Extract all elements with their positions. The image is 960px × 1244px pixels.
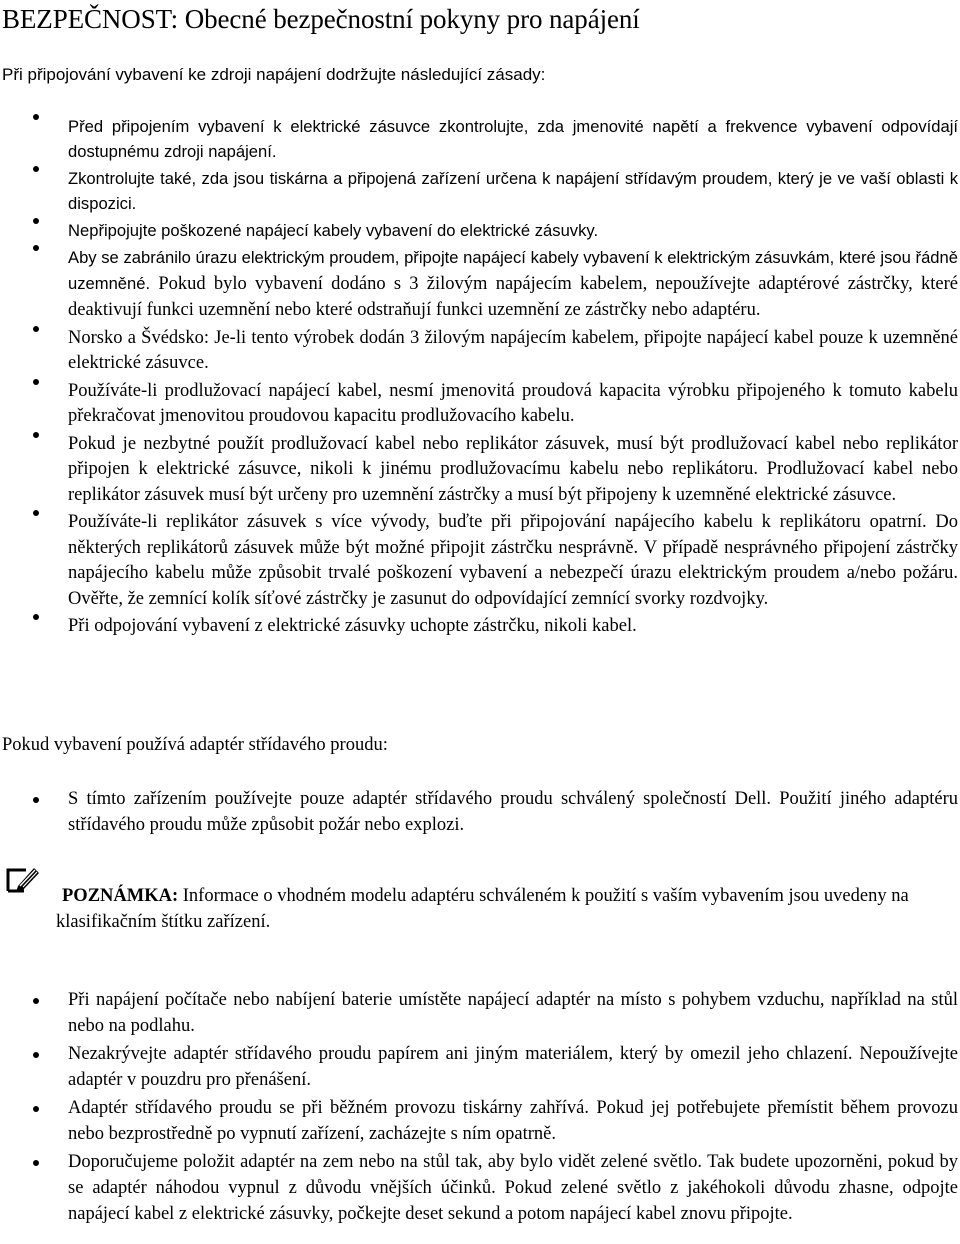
list-item-text: Při napájení počítače nebo nabíjení baterie umístěte napájecí adaptér na místo s pohybem vzduchu, například na stůl nebo na podlahu. [68, 990, 958, 1036]
list-item-text: Doporučujeme položit adaptér na zem nebo na stůl tak, aby bylo vidět zelené světlo. Tak budete upozorněni, pokud by se adaptér náhodou vypnul z důvodu vnějších účinků. Pokud zelené světlo z jakéhokoli důvodu zhasne, odpojte napájecí kabel z elektrické zásuvky, počkejte deset sekund a potom napájecí kabel znovu připojte. [68, 1152, 958, 1224]
ac-adapter-intro: Pokud vybavení používá adaptér střídavého proudu: [2, 735, 388, 755]
adapter-usage-list [0, 987, 960, 1227]
list-item [0, 614, 960, 640]
note-block [56, 883, 958, 935]
list-item-text: Norsko a Švédsko: Je-li tento výrobek dodán 3 žilovým napájecím kabelem, připojte napájecí kabel pouze k uzemněné elektrické zásuvce. [68, 327, 958, 373]
list-item-text: Zkontrolujte také, zda jsou tiskárna a připojená zařízení určena k napájení střídavým proudem, který je ve vaší oblasti k dispozici. [68, 169, 958, 213]
note-text: Informace o vhodném modelu adaptéru schváleném k použití s vaším vybavením jsou uvedeny na klasifikačním štítku zařízení. [56, 886, 909, 932]
list-item [0, 379, 960, 430]
list-item-text: Adaptér střídavého proudu se při běžném provozu tiskárny zahřívá. Pokud jej potřebujete přemístit během provozu nebo bezprostředně po vypnutí zařízení, zacházejte s ním opatrně. [68, 1098, 958, 1144]
list-item [0, 326, 960, 377]
note-label: POZNÁMKA: [62, 886, 179, 906]
list-item-text: Aby se zabránilo úrazu elektrickým proudem, připojte napájecí kabely vybavení k elektrickým zásuvkám, které jsou řádně uzemněné. [68, 248, 958, 293]
ac-adapter-list [0, 786, 960, 838]
list-item-text: Pokud bylo vybavení dodáno s 3 žilovým napájecím kabelem, nepoužívejte adaptérové zástrčky, které deaktivují funkci uzemnění nebo které odstraňují funkci uzemnění ze zástrčky nebo adaptéru. [68, 273, 958, 320]
list-item [0, 510, 960, 612]
list-item-text: Pokud je nezbytné použít prodlužovací kabel nebo replikátor zásuvek, musí být prodlužovací kabel nebo replikátor připojen k elektrické zásuvce, nikoli k jinému prodlužovacímu kabelu nebo replikátoru. Prodlužovací kabel nebo replikátor zásuvek musí být určeny pro uzemnění zástrčky a musí být připojeny k uzemněné elektrické zásuvce. [68, 433, 958, 505]
list-item [0, 114, 960, 164]
list-item [0, 218, 960, 243]
page-title: BEZPEČNOST: Obecné bezpečnostní pokyny pro napájení [2, 4, 640, 34]
list-item [0, 432, 960, 509]
list-item-text: S tímto zařízením používejte pouze adaptér střídavého proudu schválený společností Dell. Použití jiného adaptéru střídavého proudu může způsobit požár nebo explozi. [68, 789, 958, 835]
list-item [0, 1149, 960, 1227]
list-item [0, 245, 960, 324]
list-item [0, 1095, 960, 1147]
list-item [0, 786, 960, 838]
power-guidelines-list [0, 114, 960, 640]
list-item-text: Používáte-li prodlužovací napájecí kabel, nesmí jmenovitá proudová kapacita výrobku připojeného k tomuto kabelu překračovat jmenovitou proudovou kapacitu prodlužovacího kabelu. [68, 380, 958, 426]
list-item [0, 166, 960, 216]
list-item [0, 987, 960, 1039]
list-item-text: Nepřipojujte poškozené napájecí kabely vybavení do elektrické zásuvky. [68, 221, 599, 240]
list-item-text: Při odpojování vybavení z elektrické zásuvky uchopte zástrčku, nikoli kabel. [68, 616, 637, 636]
list-item [0, 1041, 960, 1093]
list-item-text: Nezakrývejte adaptér střídavého proudu papírem ani jiným materiálem, který by omezil jeho chlazení. Nepoužívejte adaptér v pouzdru pro přenášení. [68, 1044, 958, 1090]
list-item-text: Používáte-li replikátor zásuvek s více vývody, buďte při připojování napájecího kabelu k replikátoru opatrní. Do některých replikátorů zásuvek může být možné připojit zástrčku nesprávně. V případě nesprávného připojení zástrčky napájecího kabelu může způsobit trvalé poškození vybavení a nebezpečí úrazu elektrickým proudem a/nebo požáru. Ověřte, že zemnící kolík síťové zástrčky je zasunut do odpovídající zemnící svorky rozdvojky. [68, 512, 958, 609]
list-item-text: Před připojením vybavení k elektrické zásuvce zkontrolujte, zda jmenovité napětí a frekvence vybavení odpovídají dostupnému zdroji napájení. [68, 117, 958, 161]
intro-text: Při připojování vybavení ke zdroji napájení dodržujte následující zásady: [2, 65, 546, 84]
note-pencil-icon [6, 864, 42, 896]
